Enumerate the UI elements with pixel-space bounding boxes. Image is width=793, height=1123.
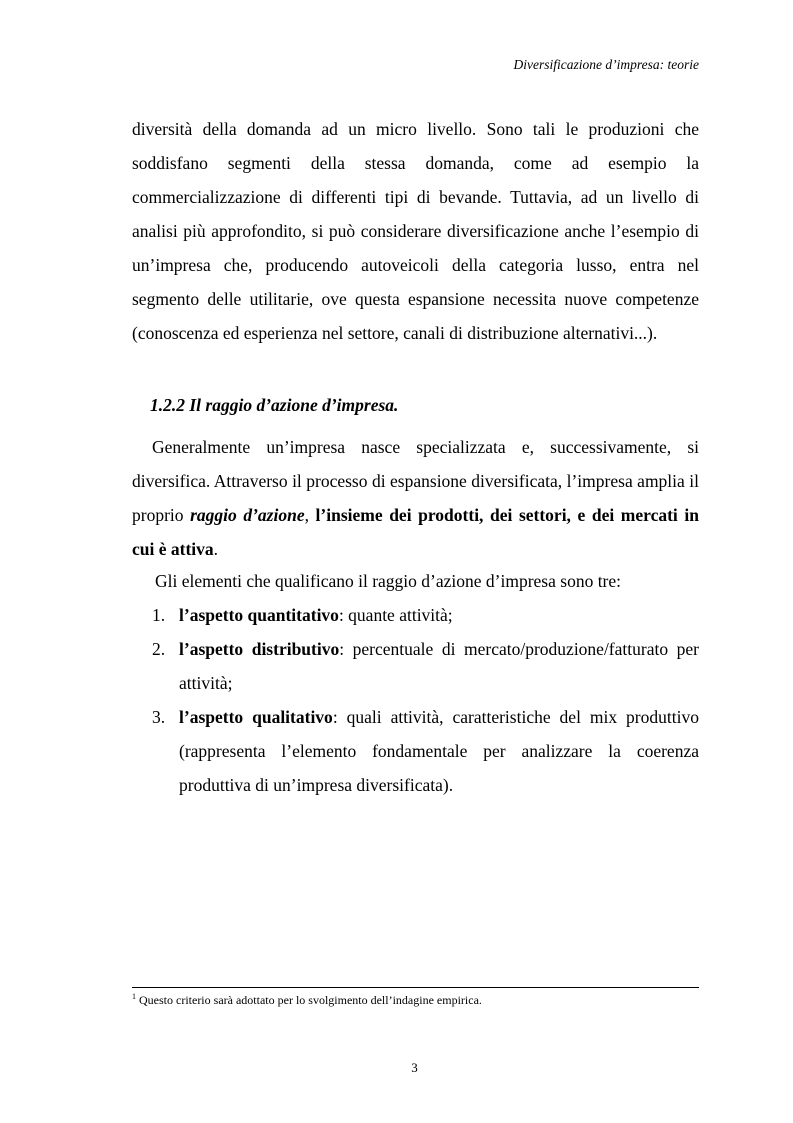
list-item-text: : percentuale di mercato/produzione/fatturato per attività; (179, 639, 699, 693)
list-item-number: 3. (152, 707, 166, 727)
paragraph-end: . (213, 539, 219, 559)
list-item-term: l’aspetto distributivo (179, 639, 340, 659)
aspects-list (152, 598, 699, 802)
list-item-term: l’aspetto quantitativo (179, 605, 339, 625)
list-item (152, 598, 699, 632)
list-item-text: : quante attività; (338, 605, 453, 625)
list-item-term: l’aspetto qualitativo (179, 707, 333, 727)
footnote-marker: 1 (132, 992, 136, 1001)
paragraph-elements-intro: Gli elementi che qualificano il raggio d’azione d’impresa sono tre: (155, 571, 622, 591)
section-heading: 1.2.2 Il raggio d’azione d’impresa. (150, 395, 399, 415)
list-item (152, 632, 699, 700)
running-header: Diversificazione d’impresa: teorie (513, 57, 699, 72)
footnote-text: Questo criterio sarà adottato per lo svolgimento dell’indagine empirica. (136, 993, 482, 1007)
paragraph-comma: , (304, 505, 316, 525)
paragraph-text: Generalmente un’impresa nasce specializzata e, successivamente, si diversifica. Attraverso il processo di espansione diversificata, l’impresa amplia il proprio (132, 437, 699, 525)
list-item-text: : quali attività, caratteristiche del mix produttivo (rappresenta l’elemento fondamentale per analizzare la coerenza produttiva di un’impresa diversificata). (179, 707, 699, 795)
paragraph-diversity-demand: diversità della domanda ad un micro livello. Sono tali le produzioni che soddisfano segmenti della stessa domanda, come ad esempio la commercializzazione di differenti tipi di bevande. Tuttavia, ad un livello di analisi più approfondito, si può considerare diversificazione anche l’esempio di un’impresa che, producendo autoveicoli della categoria lusso, entra nel segmento delle utilitarie, ove questa espansione necessita nuove competenze (conoscenza ed esperienza nel settore, canali di distribuzione alternativi...). (132, 119, 699, 343)
paragraph-range-of-action (132, 430, 699, 566)
list-item (152, 700, 699, 802)
term-raggio-azione: raggio d’azione (190, 505, 305, 525)
page-number: 3 (411, 1060, 418, 1075)
list-item-number: 2. (152, 639, 166, 659)
footnote-divider (132, 987, 699, 988)
list-item-number: 1. (152, 605, 166, 625)
footnote (132, 993, 482, 1008)
definition-text: l’insieme dei prodotti, dei settori, e dei mercati in cui è attiva (132, 505, 699, 559)
